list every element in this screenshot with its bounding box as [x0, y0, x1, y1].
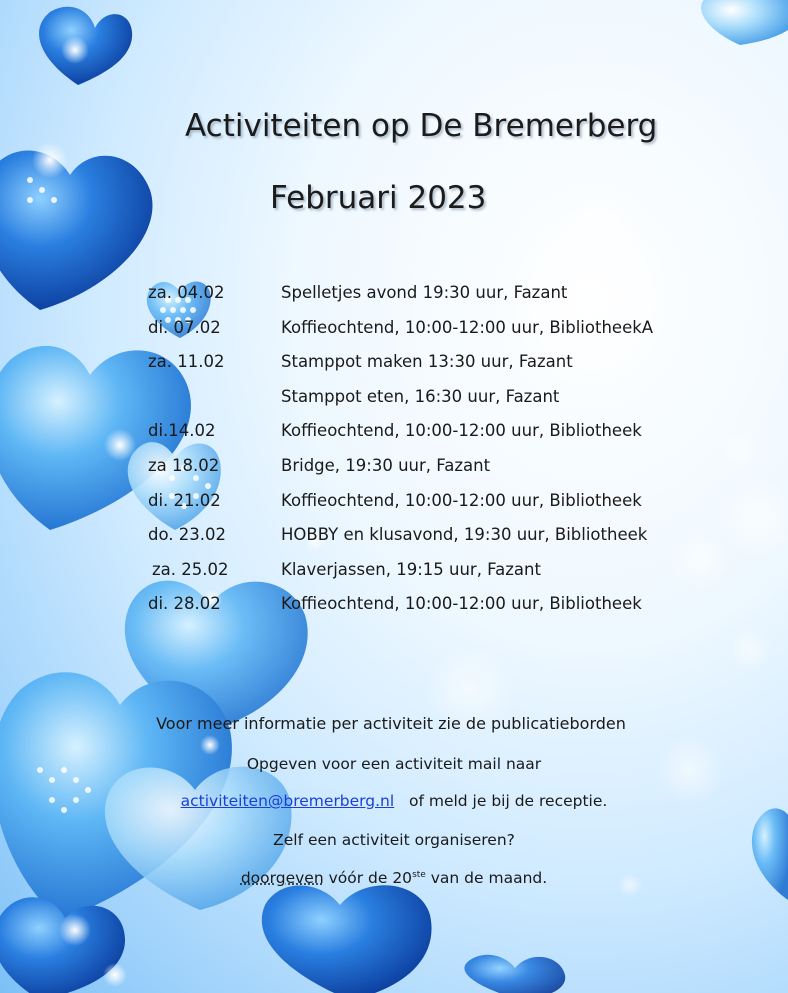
- schedule-date: di. 21.02: [148, 490, 221, 510]
- schedule-date: za. 11.02: [148, 352, 225, 372]
- schedule-date: di. 07.02: [148, 317, 221, 337]
- schedule-row: [148, 456, 748, 491]
- schedule-activity: Koffieochtend, 10:00-12:00 uur, Bibliotheek: [281, 421, 642, 441]
- schedule-activity: Stamppot eten, 16:30 uur, Fazant: [281, 386, 560, 406]
- schedule-date: za 18.02: [148, 455, 220, 475]
- schedule-activity: HOBBY en klusavond, 19:30 uur, Bibliotheek: [281, 525, 648, 545]
- schedule-date: do. 23.02: [148, 525, 227, 545]
- schedule-row: [148, 318, 748, 353]
- schedule-activity: Koffieochtend, 10:00-12:00 uur, BibliotheekA: [281, 317, 654, 337]
- schedule-activity: Spelletjes avond 19:30 uur, Fazant: [281, 283, 568, 302]
- reception-label: of meld je bij de receptie.: [408, 792, 608, 810]
- schedule-activity: Koffieochtend, 10:00-12:00 uur, Bibliotheek: [281, 490, 642, 510]
- deadline-text: [0, 869, 788, 887]
- schedule-activity: Koffieochtend, 10:00-12:00 uur, Bibliotheek: [281, 594, 642, 614]
- organize-text: Zelf een activiteit organiseren?: [273, 831, 515, 849]
- schedule-row: [148, 491, 748, 526]
- activity-schedule: [148, 283, 748, 629]
- schedule-date: za. 04.02: [148, 283, 225, 302]
- signup-text: Opgeven voor een activiteit mail naar: [246, 755, 542, 773]
- deadline-end: van de maand.: [425, 869, 548, 887]
- reception-text: [399, 792, 607, 810]
- email-link[interactable]: activiteiten@bremerberg.nl: [180, 792, 395, 810]
- schedule-row: [148, 387, 748, 422]
- schedule-row: [148, 352, 748, 387]
- schedule-activity: Bridge, 19:30 uur, Fazant: [281, 455, 491, 475]
- deadline-word: doorgeven: [240, 869, 324, 887]
- schedule-row: [148, 594, 748, 629]
- schedule-date: di. 28.02: [148, 594, 221, 614]
- flyer-month: Februari 2023: [270, 180, 487, 216]
- more-info-text: Voor meer informatie per activiteit zie de publicatieborden: [156, 714, 626, 733]
- schedule-activity: Klaverjassen, 19:15 uur, Fazant: [281, 559, 541, 579]
- schedule-date: za. 25.02: [152, 559, 229, 579]
- deadline-mid: vóór de 20: [323, 869, 413, 887]
- schedule-date: di.14.02: [148, 421, 216, 441]
- deadline-sup: ste: [412, 869, 426, 880]
- schedule-row: [148, 560, 748, 595]
- schedule-row: [148, 283, 748, 318]
- flyer-title: Activiteiten op De Bremerberg: [185, 108, 658, 144]
- email-line: [0, 792, 788, 810]
- schedule-row: [148, 525, 748, 560]
- schedule-row: [148, 421, 748, 456]
- schedule-activity: Stamppot maken 13:30 uur, Fazant: [281, 352, 573, 372]
